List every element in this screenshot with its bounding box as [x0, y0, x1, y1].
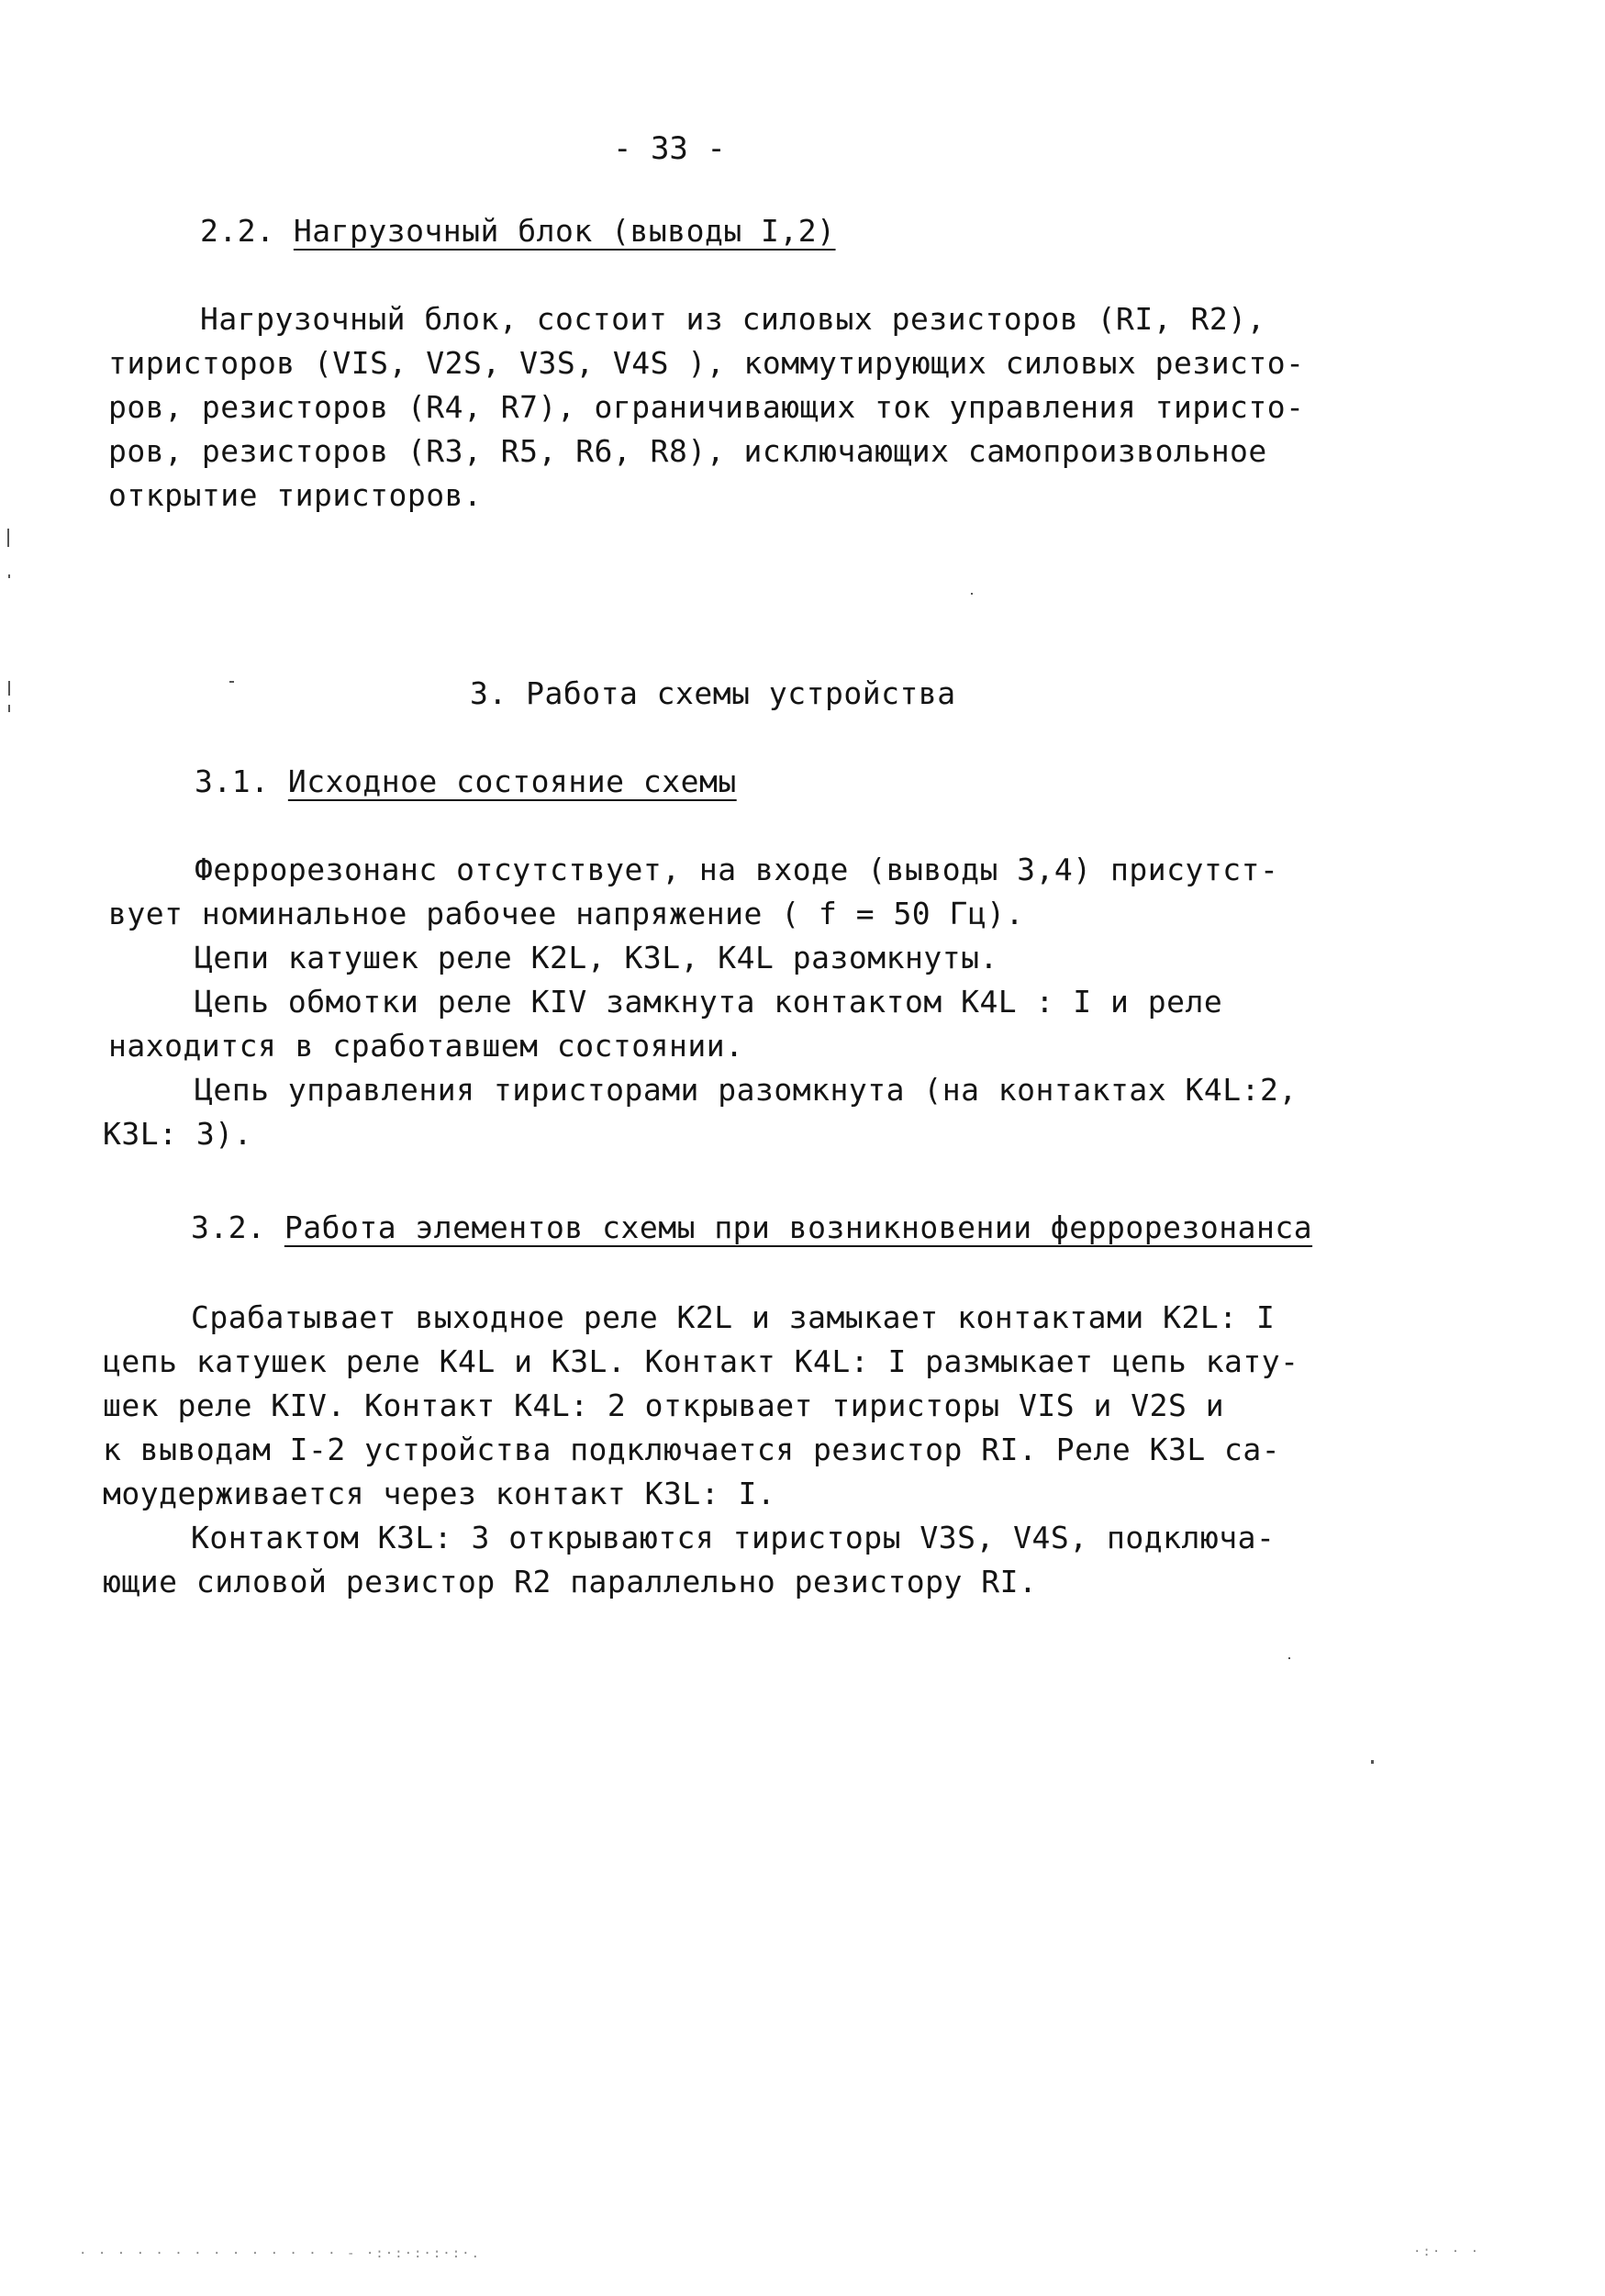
section-2-2-line: открытие тиристоров.	[108, 477, 483, 513]
section-2-2-line: ров, резисторов (R3, R5, R6, R8), исключающих самопроизвольное	[108, 433, 1267, 469]
section-3-1-heading	[195, 762, 737, 802]
section-3-1-line: Цепи катушек реле K2L, K3L, K4L разомкнуты.	[195, 940, 998, 975]
section-3-1-line: Феррорезонанс отсутствует, на входе (выводы 3,4) присутст-	[195, 852, 1279, 887]
section-3-2-line: Контактом K3L: 3 открываются тиристоры V3S, V4S, подключа-	[191, 1520, 1276, 1555]
section-2-2-line: тиристоров (VIS, V2S, V3S, V4S ), коммутирующих силовых резисто-	[108, 345, 1305, 381]
scan-mark	[8, 574, 10, 578]
scan-noise: · · · · · · · · · · · · · · - ·:·:·:·:·:·.	[79, 2246, 482, 2261]
section-3-2-line: моудерживается через контакт K3L: I.	[103, 1476, 776, 1511]
scan-mark	[8, 681, 10, 696]
section-3-1-heading-title: Исходное состояние схемы	[287, 763, 737, 799]
section-3-2-heading	[191, 1208, 1312, 1248]
section-3-2-line: цепь катушек реле K4L и K3L. Контакт K4L: I размыкает цепь кату-	[103, 1343, 1299, 1379]
section-3-title: 3. Работа схемы устройства	[470, 675, 956, 711]
scan-mark	[1288, 1657, 1290, 1659]
section-3-2-heading-number: 3.2.	[191, 1209, 266, 1245]
scan-mark	[1371, 1760, 1374, 1764]
section-3-2-line: Срабатывает выходное реле K2L и замыкает контактами K2L: I	[191, 1299, 1276, 1335]
section-3-2-line: шек реле KIV. Контакт K4L: 2 открывает тиристоры VIS и V2S и	[103, 1388, 1225, 1423]
section-3-2-line: к выводам I-2 устройства подключается резистор RI. Реле K3L са-	[103, 1432, 1281, 1467]
section-3-1-line: вует номинальное рабочее напряжение ( f = 50 Гц).	[108, 896, 1025, 931]
section-2-2-line: Нагрузочный блок, состоит из силовых резисторов (RI, R2),	[200, 301, 1265, 337]
section-2-2-line: ров, резисторов (R4, R7), ограничивающих ток управления тиристо-	[108, 389, 1305, 425]
section-2-2-heading-number: 2.2.	[200, 213, 275, 249]
scan-mark	[7, 529, 9, 547]
section-2-2-heading	[200, 211, 836, 251]
scan-mark	[229, 681, 234, 683]
page-number: - 33 -	[613, 130, 726, 167]
scan-mark	[8, 705, 10, 712]
section-3-1-line: Цепь управления тиристорами разомкнута (на контактах K4L:2,	[195, 1072, 1298, 1108]
section-3-2-heading-title: Работа элементов схемы при возникновении феррорезонанса	[284, 1209, 1313, 1245]
section-2-2-heading-title: Нагрузочный блок (выводы I,2)	[293, 213, 836, 249]
scan-mark	[971, 593, 973, 595]
section-3-1-line: K3L: 3).	[103, 1116, 252, 1152]
scan-noise: ·:· · ·	[1413, 2245, 1481, 2259]
section-3-2-line: ющие силовой резистор R2 параллельно резистору RI.	[103, 1564, 1038, 1599]
section-3-1-line: находится в сработавшем состоянии.	[108, 1028, 744, 1064]
section-3-1-heading-number: 3.1.	[195, 763, 270, 799]
section-3-1-line: Цепь обмотки реле KIV замкнута контактом K4L : I и реле	[195, 984, 1223, 1020]
